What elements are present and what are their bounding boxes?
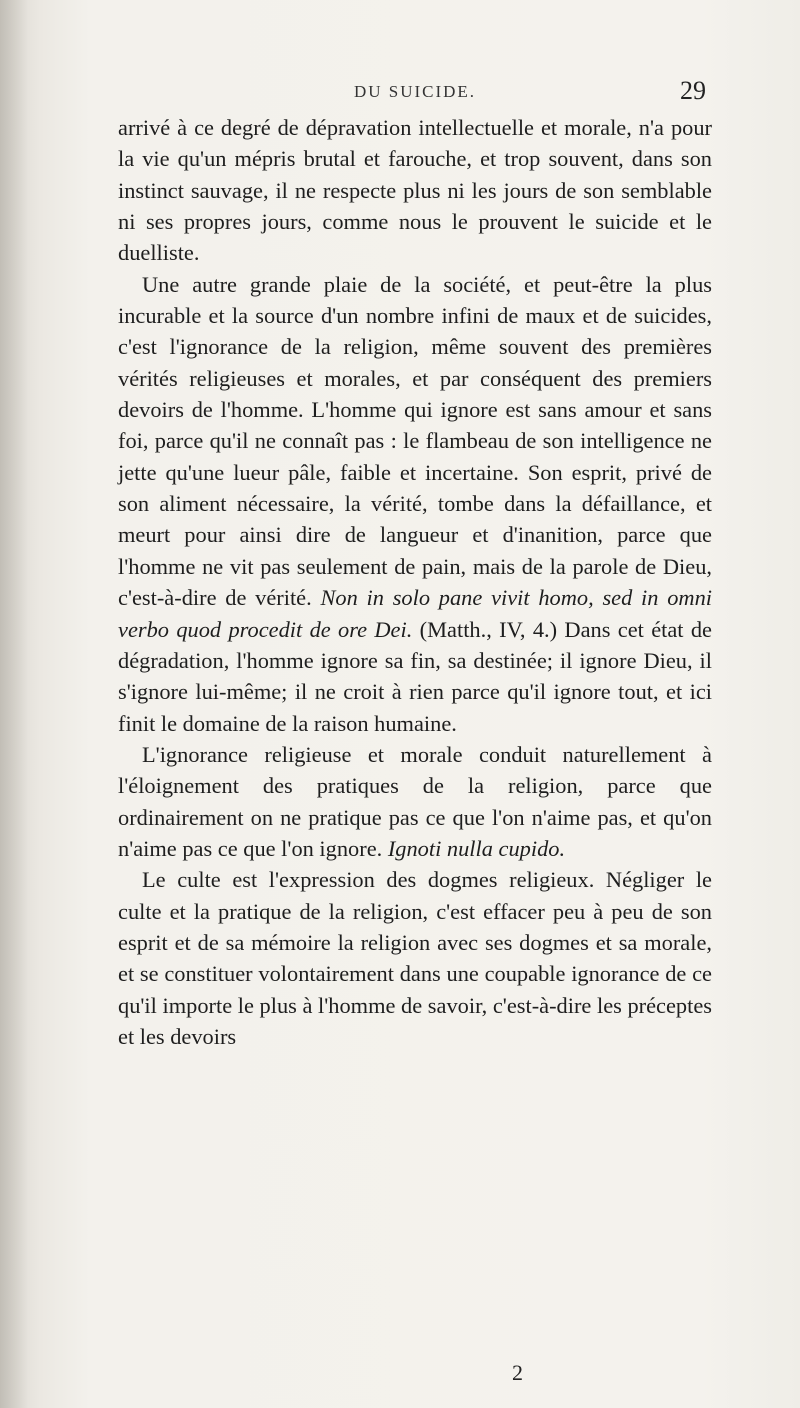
- body-text: [118, 112, 712, 1052]
- paragraph-3-text: L'ignorance religieuse et morale conduit naturellement à l'éloignement des pratiques de la religion, parce que ordinairement on ne pratique pas ce que l'on n'aime pas, et qu'on n'aime pas ce que l'on ignore.: [118, 741, 712, 861]
- page-header: [120, 76, 710, 116]
- paragraph-1-text: arrivé à ce degré de dépravation intellectuelle et morale, n'a pour la vie qu'un mépris brutal et farouche, et trop souvent, dans son instinct sauvage, il ne respecte plus ni les jours de son semblable ni ses propres jours, comme nous le prouvent le suicide et le duelliste.: [118, 115, 712, 266]
- latin-quote-ignoti: Ignoti nulla cupido.: [387, 835, 566, 861]
- paragraph-3: [118, 739, 712, 864]
- paragraph-2: [118, 269, 712, 739]
- paragraph-2-text-cont: (Matth., IV, 4.) Dans cet état de dégradation, l'homme ignore sa fin, sa destinée; il ignore Dieu, il s'ignore lui-même; il ne croit à rien parce qu'il ignore tout, et ici finit le domaine de la raison humaine.: [118, 616, 712, 736]
- paragraph-4: [118, 864, 712, 1052]
- paragraph-1: [118, 112, 712, 269]
- paragraph-4-text: Le culte est l'expression des dogmes religieux. Négliger le culte et la pratique de la religion, c'est effacer peu à peu de son esprit et de sa mémoire la religion avec ses dogmes et sa morale, et se constituer volontairement dans une coupable ignorance de ce qu'il importe le plus à l'homme de savoir, c'est-à-dire les préceptes et les devoirs: [118, 867, 712, 1049]
- signature-mark: 2: [512, 1360, 523, 1385]
- binding-gutter-shadow: [0, 0, 28, 1408]
- latin-quote-matthew: Non in solo pane vivit homo, sed in omni verbo quod procedit de ore Dei.: [118, 585, 713, 642]
- running-head: DU SUICIDE.: [353, 82, 477, 101]
- paragraph-2-text: Une autre grande plaie de la société, et peut-être la plus incurable et la source d'un nombre infini de maux et de suicides, c'est l'ignorance de la religion, même souvent des premières vérités religieuses et morales, et par conséquent des premiers devoirs de l'homme. L'homme qui ignore est sans amour et sans foi, parce qu'il ne connaît pas : le flambeau de son intelligence ne jette qu'une lueur pâle, faible et incertaine. Son esprit, privé de son aliment nécessaire, la vérité, tombe dans la défaillance, et meurt pour ainsi dire de langueur et d'inanition, parce que l'homme ne vit pas seulement de pain, mais de la parole de Dieu, c'est-à-dire de vérité.: [118, 271, 712, 611]
- page-number: 29: [680, 76, 706, 105]
